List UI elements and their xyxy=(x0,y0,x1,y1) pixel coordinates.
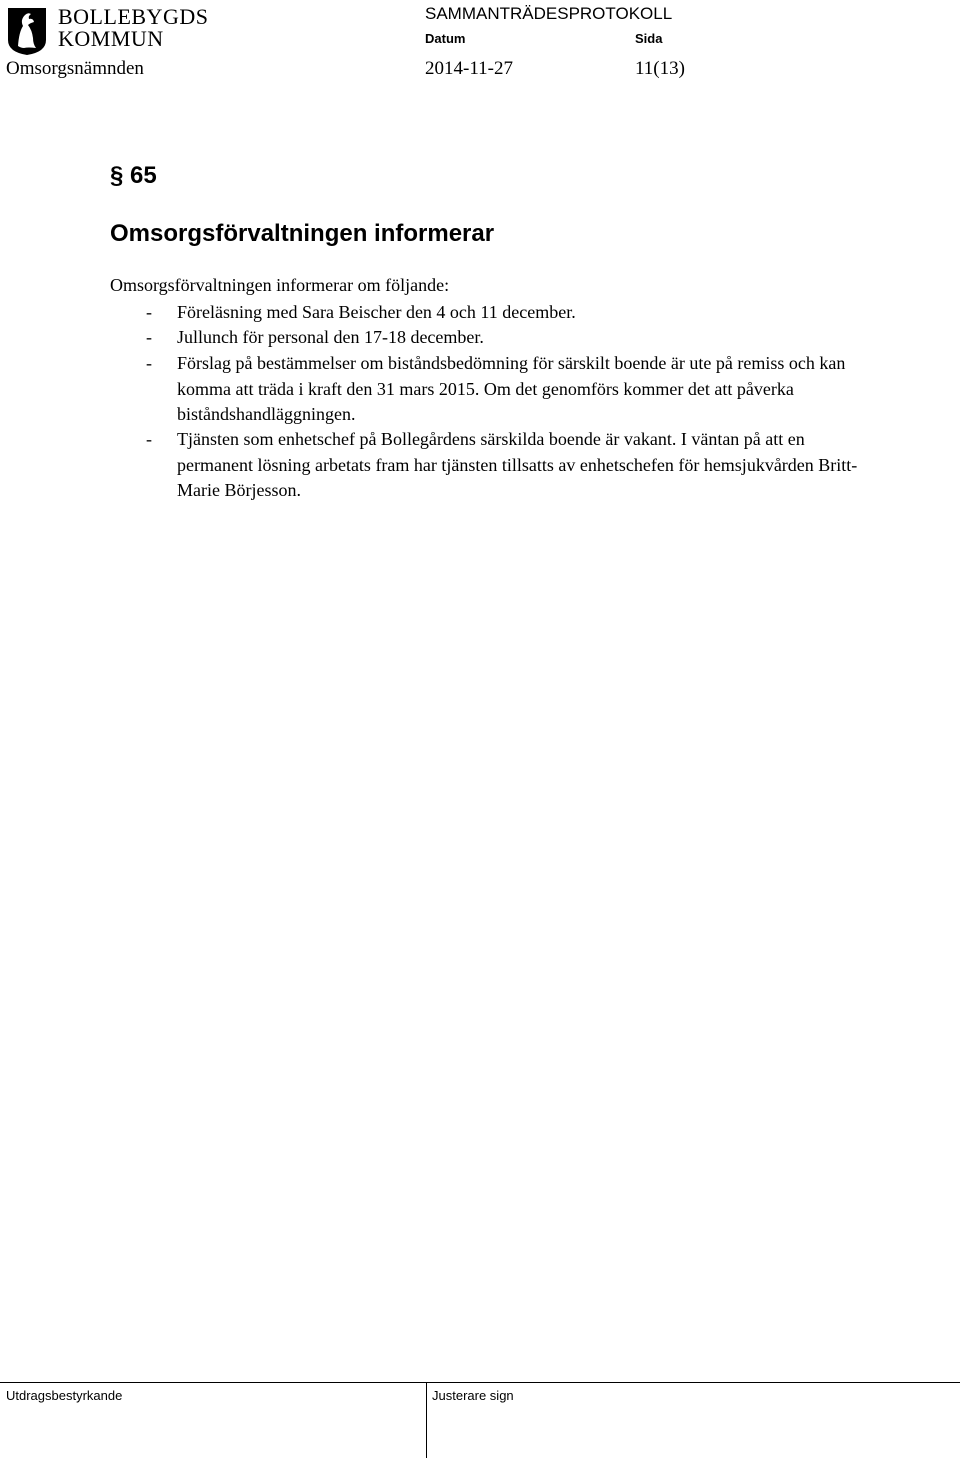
list-item xyxy=(146,351,866,428)
section-number: § 65 xyxy=(110,162,157,189)
footer-rule xyxy=(0,1382,960,1383)
list-item-text: Förslag på bestämmelser om biståndsbedömning för särskilt boende är ute på remiss och kan komma att träda i kraft den 31 mars 2015. Om det genomförs kommer det att påverka biståndshandläggningen. xyxy=(177,353,846,424)
intro-text: Omsorgsförvaltningen informerar om följande: xyxy=(110,275,450,295)
list-dash: - xyxy=(146,302,152,322)
list-dash: - xyxy=(146,327,152,347)
list-item-text: Jullunch för personal den 17-18 december. xyxy=(177,327,484,347)
adjuster-signature-label: Justerare sign xyxy=(432,1388,514,1403)
certification-label: Utdragsbestyrkande xyxy=(6,1388,123,1403)
document-type: SAMMANTRÄDESPROTOKOLL xyxy=(425,4,673,23)
list-item xyxy=(146,300,866,326)
page-number: 11(13) xyxy=(635,58,685,79)
section-heading: Omsorgsförvaltningen informerar xyxy=(110,220,495,247)
logo-text-line1: BOLLEBYGDS xyxy=(58,4,209,29)
list-dash: - xyxy=(146,353,152,373)
municipality-emblem-icon xyxy=(6,6,48,56)
footer-divider xyxy=(426,1382,427,1458)
list-item xyxy=(146,427,866,504)
date-label: Datum xyxy=(425,31,466,46)
list-dash: - xyxy=(146,429,152,449)
list-item xyxy=(146,325,866,351)
page-label: Sida xyxy=(635,31,663,46)
list-item-text: Tjänsten som enhetschef på Bollegårdens särskilda boende är vakant. I väntan på att en permanent lösning arbetats fram har tjänsten tillsatts av enhetschefen för hemsjukvården Britt-Marie Börjesson. xyxy=(177,429,858,500)
logo-text-line2: KOMMUN xyxy=(58,26,164,51)
list-item-text: Föreläsning med Sara Beischer den 4 och 11 december. xyxy=(177,302,576,322)
meeting-date: 2014-11-27 xyxy=(425,58,513,79)
committee-name: Omsorgsnämnden xyxy=(6,58,144,79)
